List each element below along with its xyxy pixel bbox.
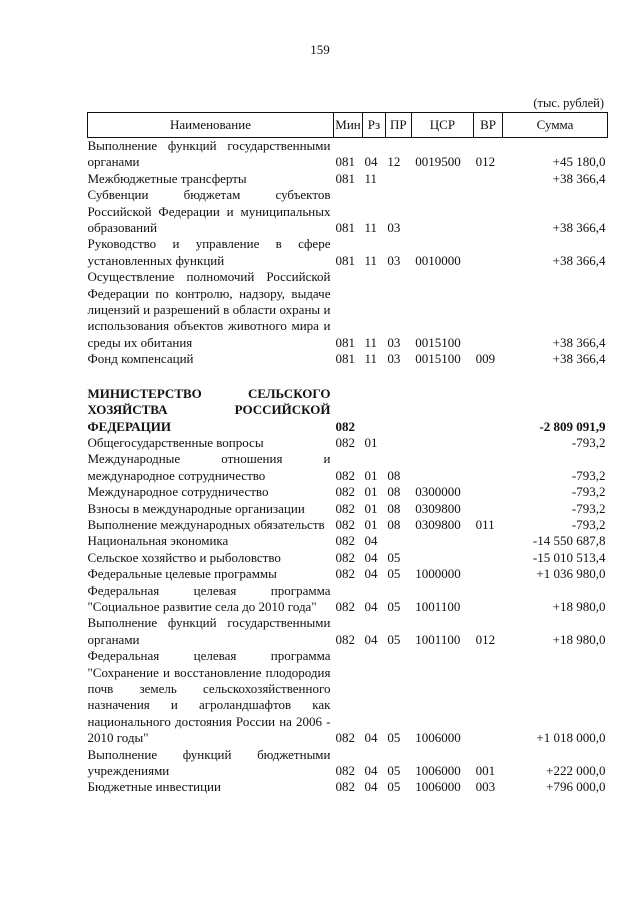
cell-pr: 05 (387, 730, 401, 746)
cell-rz: 04 (364, 730, 378, 746)
cell-csr: 1001100 (415, 598, 461, 614)
table-row (88, 451, 608, 484)
table-row (88, 236, 608, 269)
cell-name: Международное сотрудничество (87, 484, 269, 500)
cell-name: Федеральные целевые программы (87, 566, 277, 582)
cell-vr (474, 484, 503, 500)
header-pr: ПР (385, 113, 411, 138)
header-sum: Сумма (503, 113, 608, 138)
cell-min: 081 (335, 351, 355, 367)
cell-sum: +38 366,4 (552, 351, 606, 367)
cell-csr: 0019500 (415, 154, 461, 170)
cell-sum: +38 366,4 (552, 334, 606, 350)
cell-csr: 0010000 (415, 252, 461, 268)
budget-table (87, 112, 608, 796)
cell-rz: 04 (364, 154, 378, 170)
table-row (88, 779, 608, 795)
cell-pr: 05 (387, 779, 401, 795)
table-header-row (88, 113, 608, 138)
page-number: 159 (310, 42, 330, 57)
cell-vr (474, 236, 503, 269)
cell-csr: 1006000 (415, 763, 461, 779)
cell-sum: +1 036 980,0 (536, 566, 606, 582)
cell-csr (411, 386, 473, 435)
cell-csr: 0309800 (415, 516, 461, 532)
cell-name: Национальная экономика (87, 533, 229, 549)
cell-pr: 03 (387, 252, 401, 268)
cell-rz: 01 (364, 467, 378, 483)
header-csr: ЦСР (411, 113, 473, 138)
cell-name: Федеральная целевая программа "Сохранение и восстановление плодородия почв земель сельскохозяйственного назначения и агроландшафтов как национального достояния России на 2006 - 2010 годы" (87, 648, 331, 746)
header-rz: Рз (363, 113, 386, 138)
table-row (88, 351, 608, 367)
cell-name: Руководство и управление в сфере установленных функций (87, 236, 331, 268)
cell-csr: 0300000 (415, 484, 461, 500)
cell-name: Федеральная целевая программа "Социальное развитие села до 2010 года" (87, 582, 331, 614)
cell-name: Взносы в международные организации (87, 500, 305, 516)
cell-pr: 08 (387, 484, 401, 500)
table-row (88, 615, 608, 648)
cell-min: 082 (335, 631, 355, 647)
cell-csr: 0309800 (415, 500, 461, 516)
cell-rz: 01 (364, 516, 378, 532)
cell-pr: 03 (387, 351, 401, 367)
cell-rz: 04 (364, 598, 378, 614)
cell-sum: -793,2 (571, 516, 606, 532)
cell-rz: 11 (364, 252, 378, 268)
cell-sum: +18 980,0 (552, 631, 606, 647)
cell-min: 081 (335, 252, 355, 268)
cell-sum: -14 550 687,8 (532, 533, 606, 549)
cell-rz: 11 (364, 170, 378, 186)
table-row (88, 747, 608, 780)
cell-min: 081 (335, 170, 355, 186)
cell-csr: 1001100 (415, 631, 461, 647)
cell-vr (474, 435, 503, 451)
cell-csr: 1000000 (415, 566, 461, 582)
table-body (88, 138, 608, 796)
table-row (88, 187, 608, 236)
table-row (88, 583, 608, 616)
cell-sum: +1 018 000,0 (536, 730, 606, 746)
cell-pr: 05 (387, 598, 401, 614)
cell-csr: 1006000 (415, 779, 461, 795)
cell-min: 081 (335, 220, 355, 236)
cell-min: 082 (335, 533, 355, 549)
cell-csr: 0015100 (415, 351, 461, 367)
cell-rz: 04 (364, 533, 378, 549)
cell-min: 082 (335, 598, 355, 614)
cell-vr (474, 386, 503, 435)
cell-min: 081 (335, 334, 355, 350)
units-label: (тыс. рублей) (533, 96, 604, 110)
cell-csr (411, 171, 473, 187)
table-row (88, 171, 608, 187)
cell-pr: 03 (387, 334, 401, 350)
cell-sum: -15 010 513,4 (532, 549, 606, 565)
cell-csr (411, 550, 473, 566)
cell-sum: +796 000,0 (546, 779, 606, 795)
cell-pr: 05 (387, 631, 401, 647)
cell-min: 082 (335, 500, 355, 516)
cell-min: 082 (335, 434, 355, 450)
cell-sum: +38 366,4 (552, 220, 606, 236)
cell-sum: -793,2 (571, 434, 606, 450)
cell-name: Межбюджетные трансферты (87, 170, 247, 186)
cell-pr (385, 386, 411, 435)
cell-name: Сельское хозяйство и рыболовство (87, 549, 281, 565)
cell-rz: 01 (364, 484, 378, 500)
cell-pr (385, 435, 411, 451)
cell-vr (474, 533, 503, 549)
cell-name: Фонд компенсаций (87, 351, 194, 367)
header-min: Мин (333, 113, 362, 138)
table-row (88, 138, 608, 171)
cell-vr (474, 648, 503, 746)
cell-vr (474, 187, 503, 236)
cell-sum: -2 809 091,9 (539, 418, 606, 434)
cell-pr: 03 (387, 220, 401, 236)
cell-csr (411, 435, 473, 451)
cell-csr (411, 451, 473, 484)
cell-csr (411, 533, 473, 549)
cell-name: Бюджетные инвестиции (87, 779, 221, 795)
header-vr: ВР (474, 113, 503, 138)
table-row (88, 435, 608, 451)
cell-sum: -793,2 (571, 484, 606, 500)
cell-pr: 08 (387, 467, 401, 483)
cell-rz (363, 386, 386, 435)
cell-pr (385, 171, 411, 187)
cell-pr: 12 (387, 154, 401, 170)
cell-pr: 05 (387, 763, 401, 779)
cell-min: 082 (335, 484, 355, 500)
cell-sum: +38 366,4 (552, 252, 606, 268)
table-row (88, 484, 608, 500)
cell-min: 082 (335, 566, 355, 582)
cell-vr (474, 550, 503, 566)
table-row (88, 269, 608, 351)
cell-vr: 001 (475, 763, 496, 779)
cell-min: 082 (335, 763, 355, 779)
cell-sum: +38 366,4 (552, 170, 606, 186)
table-row (88, 517, 608, 533)
table-row (88, 386, 608, 435)
cell-vr: 012 (475, 154, 496, 170)
cell-min: 082 (335, 467, 355, 483)
cell-name: Международные отношения и международное сотрудничество (87, 451, 331, 483)
cell-min: 082 (335, 779, 355, 795)
cell-min: 082 (335, 418, 355, 434)
table-row (88, 501, 608, 517)
cell-name: Субвенции бюджетам субъектов Российской Федерации и муниципальных образований (87, 187, 331, 236)
cell-rz: 04 (364, 779, 378, 795)
cell-rz: 04 (364, 566, 378, 582)
cell-csr (411, 187, 473, 236)
spacer-cell (88, 368, 608, 386)
cell-rz: 01 (364, 500, 378, 516)
cell-vr (474, 171, 503, 187)
cell-pr: 05 (387, 566, 401, 582)
table-row (88, 550, 608, 566)
cell-sum: +18 980,0 (552, 598, 606, 614)
cell-vr (474, 566, 503, 582)
cell-min: 082 (335, 549, 355, 565)
cell-vr: 003 (475, 779, 496, 795)
cell-sum: +222 000,0 (546, 763, 606, 779)
cell-name: Выполнение функций государственными органами (87, 615, 331, 647)
cell-vr: 009 (475, 351, 496, 367)
cell-name: Общегосударственные вопросы (87, 434, 264, 450)
cell-csr: 1006000 (415, 730, 461, 746)
cell-pr (385, 533, 411, 549)
cell-rz: 04 (364, 549, 378, 565)
cell-name: Выполнение функций бюджетными учреждениями (87, 746, 331, 779)
cell-rz: 01 (364, 434, 378, 450)
cell-name: Выполнение международных обязательств (87, 516, 325, 532)
cell-vr (474, 583, 503, 616)
cell-rz: 04 (364, 631, 378, 647)
cell-name: МИНИСТЕРСТВО СЕЛЬСКОГО ХОЗЯЙСТВА РОССИЙСКОЙ ФЕДЕРАЦИИ (87, 385, 331, 434)
table-row (88, 533, 608, 549)
cell-pr: 05 (387, 549, 401, 565)
cell-rz: 04 (364, 763, 378, 779)
table-row (88, 566, 608, 582)
table-row (88, 648, 608, 746)
cell-rz: 11 (364, 220, 378, 236)
cell-sum: -793,2 (571, 467, 606, 483)
cell-pr: 08 (387, 500, 401, 516)
cell-vr (474, 501, 503, 517)
cell-pr: 08 (387, 516, 401, 532)
cell-name: Осуществление полномочий Российской Федерации по контролю, надзору, выдаче лицензий и разрешений в области охраны и использования объектов животного мира и среды их обитания (87, 269, 331, 350)
cell-vr: 012 (475, 631, 496, 647)
cell-vr (474, 269, 503, 351)
cell-csr: 0015100 (415, 334, 461, 350)
cell-name: Выполнение функций государственными органами (87, 138, 331, 170)
cell-min: 082 (335, 730, 355, 746)
cell-sum: -793,2 (571, 500, 606, 516)
header-name: Наименование (88, 113, 334, 138)
cell-rz: 11 (364, 334, 378, 350)
cell-sum: +45 180,0 (552, 154, 606, 170)
cell-min: 082 (335, 516, 355, 532)
cell-min: 081 (335, 154, 355, 170)
cell-rz: 11 (364, 351, 378, 367)
cell-vr: 011 (475, 516, 495, 532)
cell-vr (474, 451, 503, 484)
spacer-row (88, 368, 608, 386)
